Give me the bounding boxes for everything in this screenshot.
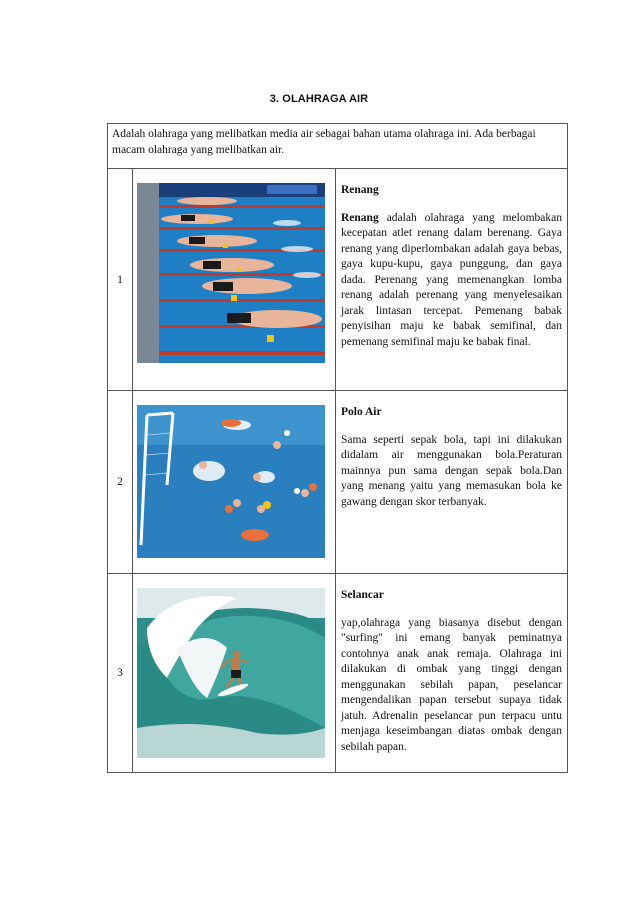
water-polo-photo <box>137 405 325 558</box>
sport-description: Sama seperti sepak bola, tapi ini dilakukan didalam air menggunakan bola.Peraturan mainnya pun sama dengan sepak bola.Dan yang menang yaitu yang memasukan bola ke gawang dengan skor terbanyak. <box>341 433 562 508</box>
surfing-photo <box>137 588 325 758</box>
description-cell <box>341 391 562 510</box>
sport-heading: Renang <box>341 184 379 196</box>
row-number: 3 <box>108 574 133 772</box>
row-number: 2 <box>108 391 133 573</box>
row-number: 1 <box>108 169 133 390</box>
sport-description <box>341 211 562 351</box>
description-cell <box>341 574 562 755</box>
intro-paragraph: Adalah olahraga yang melibatkan media air sebagai bahan utama olahraga ini. Ada berbagai macam olahraga yang melibatkan air. <box>108 124 567 169</box>
image-cell <box>132 391 336 573</box>
table-row-selancar <box>108 574 567 772</box>
image-cell <box>132 574 336 772</box>
description-cell <box>341 169 562 350</box>
sport-heading: Polo Air <box>341 406 382 418</box>
sport-description: yap,olahraga yang biasanya disebut dengan "surfing" ini emang banyak peminatnya contohnya anak anak remaja. Olahraga ini dilakukan di ombak yang tinggi dengan menggunakan sebilah papan, peselancar mengendalikan papan tersebut supaya tidak jatuh. Adrenalin peselancar pun terpacu untu menjaga keseimbangan diatas ombak dengan sebilah papan. <box>341 616 562 753</box>
description-text: adalah olahraga yang melombakan kecepatan atlet renang dalam berenang. Gaya renang yang diperlombakan adalah gaya bebas, gaya kupu-kupu, gaya punggung, dan gaya dada. Perenang yang memenangkan lomba renang adalah perenang yang menyelesaikan jarak lintasan tercepat. Pemenang babak penyisihan maju ke babak semifinal, dan pemenang semifinal maju ke babak final. <box>341 211 562 348</box>
swimming-race-photo <box>137 183 325 363</box>
description-lead: Renang <box>341 211 379 224</box>
sports-table <box>107 123 568 773</box>
page-title: 3. OLAHRAGA AIR <box>269 93 369 105</box>
table-row-polo-air <box>108 391 567 574</box>
table-row-renang <box>108 169 567 391</box>
image-cell <box>132 169 336 390</box>
sport-heading: Selancar <box>341 589 384 601</box>
